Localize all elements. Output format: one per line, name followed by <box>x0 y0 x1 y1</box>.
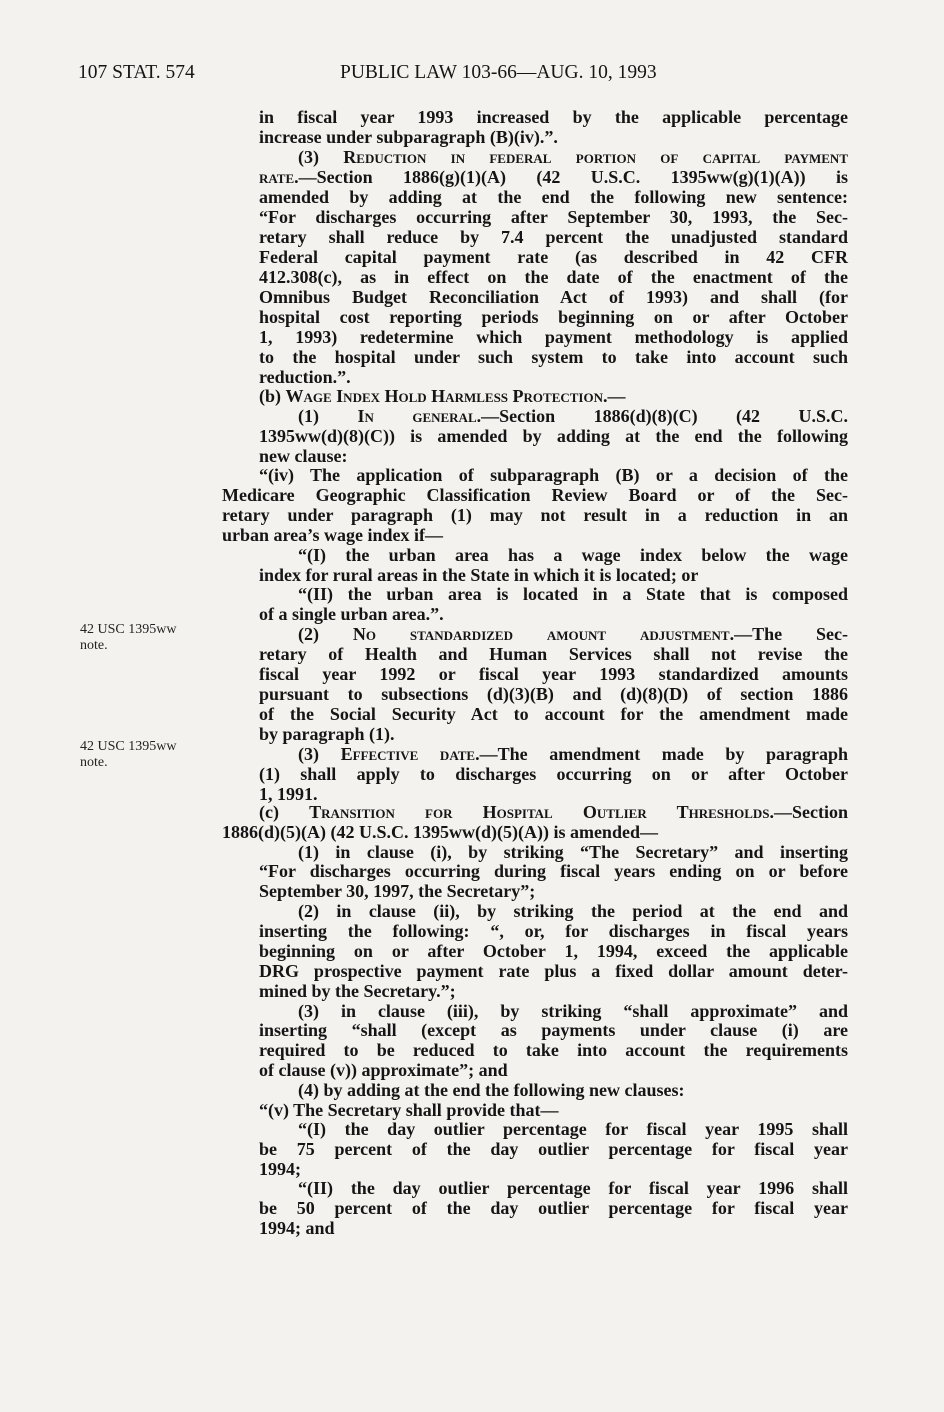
body-line: inserting “shall (except as payments under clause (i) are <box>259 1020 848 1040</box>
body-line: required to be reduced to take into account the requirements <box>259 1040 848 1060</box>
body-line: of a single urban area.”. <box>259 604 444 624</box>
running-header <box>78 62 848 90</box>
body-line: mined by the Secretary.”; <box>259 981 456 1001</box>
body-line: “For discharges occurring after September 30, 1993, the Sec- <box>259 207 848 227</box>
body-line: “(II) the day outlier percentage for fiscal year 1996 shall <box>298 1178 848 1198</box>
body-line: “For discharges occurring during fiscal years ending on or before <box>259 861 848 881</box>
body-line: be 50 percent of the day outlier percentage for fiscal year <box>259 1198 848 1218</box>
margin-note <box>80 739 220 771</box>
body-line: “(v) The Secretary shall provide that— <box>259 1100 559 1120</box>
body-line: “(iv) The application of subparagraph (B) or a decision of the <box>259 465 848 485</box>
public-law-title: PUBLIC LAW 103-66—AUG. 10, 1993 <box>340 62 657 83</box>
body-line: urban area’s wage index if— <box>222 525 444 545</box>
statute-page-number: 107 STAT. 574 <box>78 62 195 83</box>
body-line: of the Social Security Act to account for the amendment made <box>259 704 848 724</box>
body-line: rate.—Section 1886(g)(1)(A) (42 U.S.C. 1395ww(g)(1)(A)) is <box>259 167 848 187</box>
body-line: “(II) the urban area is located in a State that is composed <box>298 584 848 604</box>
body-line: “(I) the day outlier percentage for fiscal year 1995 shall <box>298 1119 848 1139</box>
body-line: beginning on or after October 1, 1994, exceed the applicable <box>259 941 848 961</box>
margin-note-label: note. <box>80 755 108 770</box>
body-line: (1) In general.—Section 1886(d)(8)(C) (42 U.S.C. <box>298 406 848 426</box>
body-line: (3) Reduction in federal portion of capital payment <box>298 147 848 167</box>
body-line: 412.308(c), as in effect on the date of the enactment of the <box>259 267 848 287</box>
body-line: amended by adding at the end the following new sentence: <box>259 187 848 207</box>
margin-note-citation: 42 USC 1395ww <box>80 622 177 637</box>
body-line: index for rural areas in the State in which it is located; or <box>259 565 699 585</box>
body-line: new clause: <box>259 446 348 466</box>
body-line: (1) in clause (i), by striking “The Secretary” and inserting <box>298 842 848 862</box>
body-line: DRG prospective payment rate plus a fixed dollar amount deter- <box>259 961 848 981</box>
body-line: September 30, 1997, the Secretary”; <box>259 881 536 901</box>
body-line: retary of Health and Human Services shall not revise the <box>259 644 848 664</box>
body-line: (3) in clause (iii), by striking “shall approximate” and <box>298 1001 848 1021</box>
margin-note-label: note. <box>80 638 108 653</box>
body-line: reduction.”. <box>259 367 351 387</box>
body-line: in fiscal year 1993 increased by the applicable percentage <box>259 107 848 127</box>
body-line: “(I) the urban area has a wage index below the wage <box>298 545 848 565</box>
body-line: 1886(d)(5)(A) (42 U.S.C. 1395ww(d)(5)(A)) is amended— <box>222 822 658 842</box>
body-line: (2) No standardized amount adjustment.—The Sec- <box>298 624 848 644</box>
body-line: retary under paragraph (1) may not result in a reduction in an <box>222 505 848 525</box>
body-line: increase under subparagraph (B)(iv).”. <box>259 127 558 147</box>
body-line: 1395ww(d)(8)(C)) is amended by adding at the end the following <box>259 426 848 446</box>
body-line: Medicare Geographic Classification Review Board or of the Sec- <box>222 485 848 505</box>
body-line: by paragraph (1). <box>259 724 395 744</box>
body-line: pursuant to subsections (d)(3)(B) and (d)(8)(D) of section 1886 <box>259 684 848 704</box>
body-line: retary shall reduce by 7.4 percent the unadjusted standard <box>259 227 848 247</box>
body-line: 1994; <box>259 1159 301 1179</box>
body-line: (4) by adding at the end the following new clauses: <box>298 1080 685 1100</box>
body-line: (1) shall apply to discharges occurring on or after October <box>259 764 848 784</box>
body-line: (c) Transition for Hospital Outlier Thresholds.—Section <box>259 802 849 822</box>
body-line: be 75 percent of the day outlier percentage for fiscal year <box>259 1139 848 1159</box>
body-line: hospital cost reporting periods beginning on or after October <box>259 307 848 327</box>
body-line: 1, 1991. <box>259 784 318 804</box>
body-line: to the hospital under such system to take into account such <box>259 347 848 367</box>
margin-note <box>80 622 220 654</box>
body-line: Federal capital payment rate (as described in 42 CFR <box>259 247 848 267</box>
body-line: (3) Effective date.—The amendment made by paragraph <box>298 744 849 764</box>
body-line: (2) in clause (ii), by striking the period at the end and <box>298 901 848 921</box>
body-line: Omnibus Budget Reconciliation Act of 1993) and shall (for <box>259 287 848 307</box>
margin-note-citation: 42 USC 1395ww <box>80 739 177 754</box>
body-line: of clause (v)) approximate”; and <box>259 1060 508 1080</box>
body-line: (b) Wage Index Hold Harmless Protection.— <box>259 386 626 406</box>
body-line: 1, 1993) redetermine which payment methodology is applied <box>259 327 848 347</box>
body-line: inserting the following: “, or, for discharges in fiscal years <box>259 921 848 941</box>
body-line: fiscal year 1992 or fiscal year 1993 standardized amounts <box>259 664 848 684</box>
body-line: 1994; and <box>259 1218 335 1238</box>
